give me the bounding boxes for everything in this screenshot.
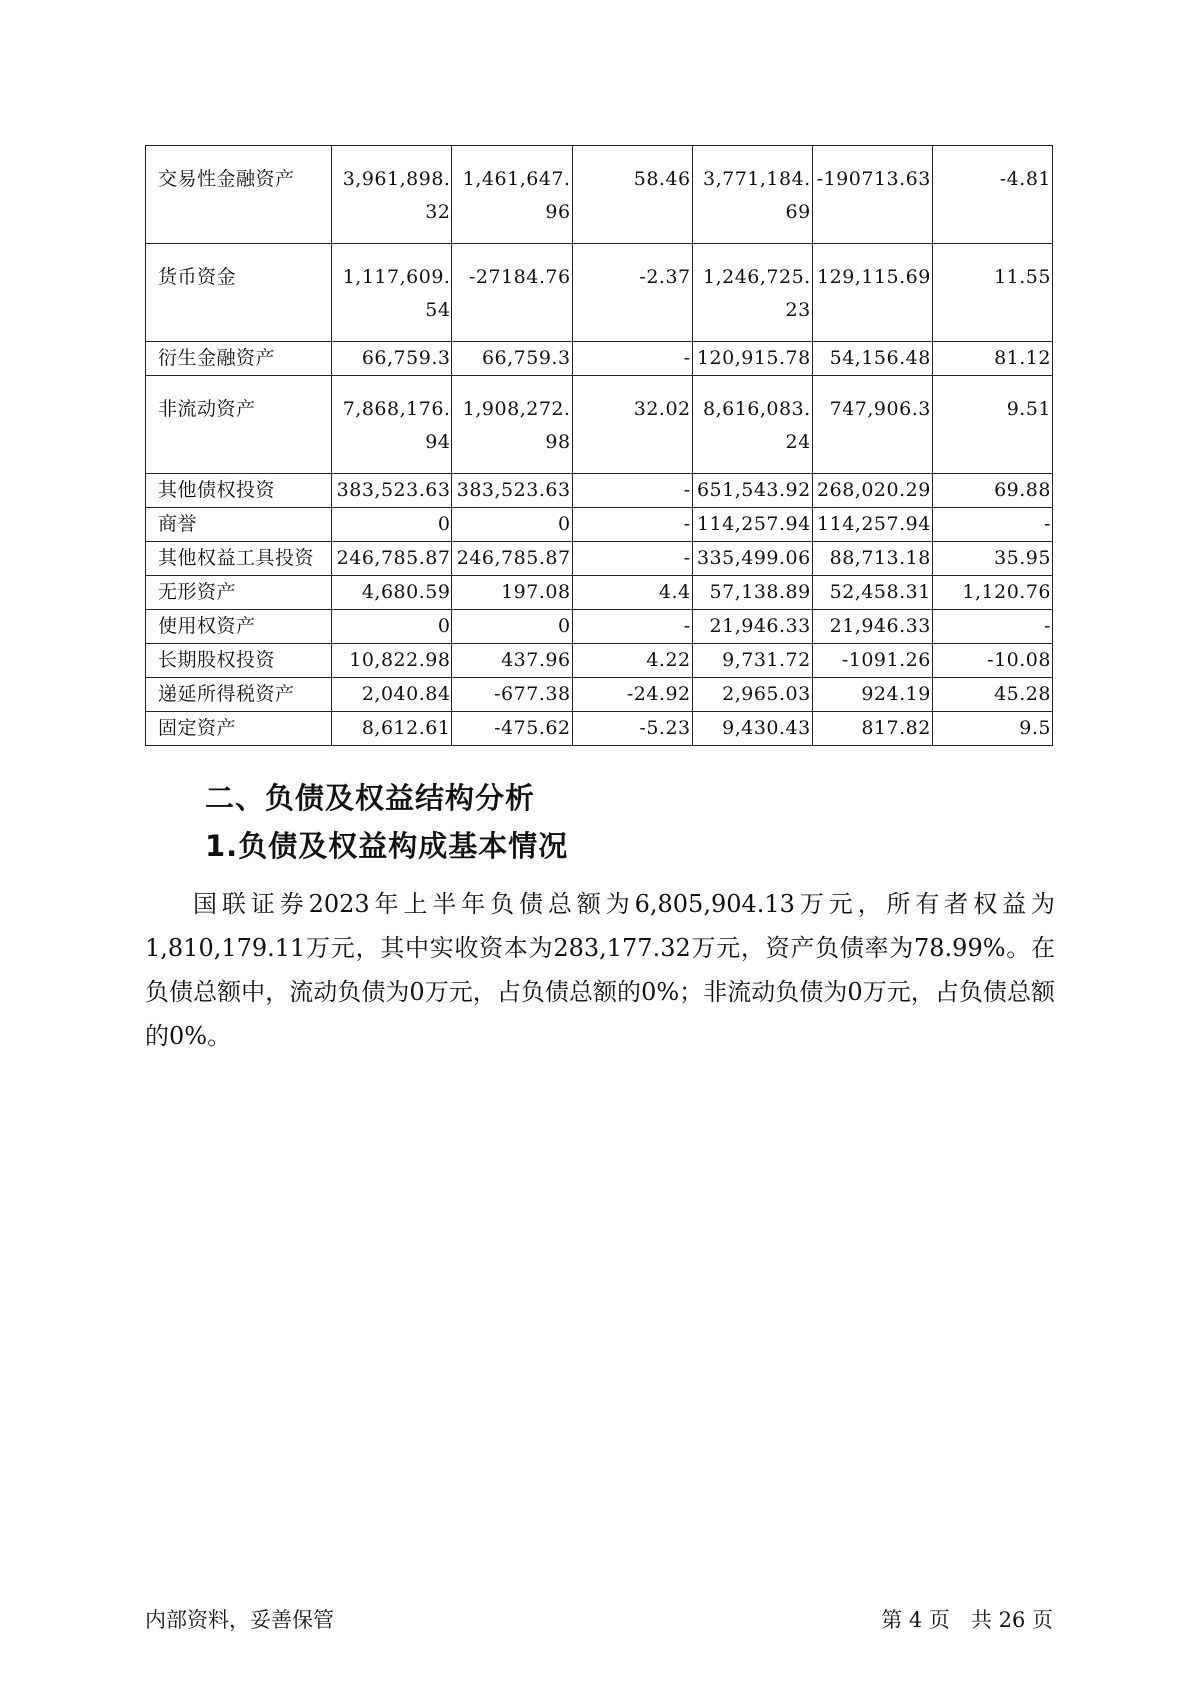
cell-value: 335,499.06 <box>696 547 811 569</box>
table-cell <box>812 474 932 508</box>
cell-value: 2,040.84 <box>361 683 451 705</box>
table-cell <box>452 474 572 508</box>
cell-value: 8,612.61 <box>361 717 451 739</box>
table-cell <box>452 508 572 542</box>
table-cell <box>332 508 452 542</box>
table-cell <box>692 644 812 678</box>
table-cell <box>332 342 452 376</box>
table-cell <box>932 474 1052 508</box>
table-cell <box>332 712 452 746</box>
footer-page-number: 第 4 页 共 26 页 <box>881 1608 1053 1632</box>
cell-value: -24.92 <box>626 683 691 705</box>
table-cell <box>572 508 692 542</box>
cell-value: 9.51 <box>1006 398 1051 420</box>
table-cell <box>452 244 572 342</box>
cell-value: 32.02 <box>633 398 691 420</box>
cell-value: 120,915.78 <box>696 347 811 369</box>
cell-value: -475.62 <box>494 717 571 739</box>
asset-structure-table <box>145 145 1053 746</box>
row-label <box>146 610 332 644</box>
table-cell <box>812 342 932 376</box>
table-row <box>146 146 1053 244</box>
cell-value: 747,906.3 <box>829 398 931 420</box>
table-cell <box>452 610 572 644</box>
cell-value: 69.88 <box>994 479 1051 501</box>
row-label <box>146 712 332 746</box>
table-cell <box>932 244 1052 342</box>
table-cell <box>932 508 1052 542</box>
cell-value: 21,946.33 <box>709 615 811 637</box>
row-label <box>146 376 332 474</box>
table-cell <box>692 542 812 576</box>
table-row <box>146 610 1053 644</box>
cell-value: 0 <box>437 615 451 637</box>
table-cell <box>572 610 692 644</box>
row-label-text: 其他权益工具投资 <box>158 547 315 569</box>
row-label-text: 商誉 <box>158 513 198 535</box>
cell-value: -190713.63 <box>816 168 931 190</box>
cell-value: 129,115.69 <box>817 266 931 288</box>
table-cell <box>332 678 452 712</box>
cell-value: 9,731.72 <box>722 649 811 671</box>
row-label <box>146 576 332 610</box>
table-cell <box>932 610 1052 644</box>
table-cell <box>452 576 572 610</box>
table-cell <box>692 342 812 376</box>
cell-value: 3,771,184.69 <box>702 168 811 223</box>
table-cell <box>932 644 1052 678</box>
row-label <box>146 542 332 576</box>
row-label-text: 衍生金融资产 <box>158 347 276 369</box>
cell-value: 52,458.31 <box>829 581 931 603</box>
table-cell <box>932 712 1052 746</box>
table-cell <box>932 542 1052 576</box>
table-cell <box>692 610 812 644</box>
table-cell <box>452 712 572 746</box>
cell-value: 4.22 <box>646 649 691 671</box>
cell-value: 268,020.29 <box>817 479 931 501</box>
row-label-text: 长期股权投资 <box>158 649 276 671</box>
row-label <box>146 644 332 678</box>
cell-value: 0 <box>437 513 451 535</box>
table-cell <box>932 576 1052 610</box>
table-cell <box>332 644 452 678</box>
cell-value: 2,965.03 <box>722 683 811 705</box>
table-cell <box>812 146 932 244</box>
table-cell <box>332 610 452 644</box>
table-cell <box>572 644 692 678</box>
cell-value: 21,946.33 <box>829 615 931 637</box>
table-row <box>146 712 1053 746</box>
table-cell <box>692 678 812 712</box>
cell-value: 3,961,898.32 <box>342 168 451 223</box>
table-row <box>146 244 1053 342</box>
table-cell <box>812 610 932 644</box>
cell-value: 0 <box>557 513 571 535</box>
row-label-text: 无形资产 <box>158 581 237 603</box>
cell-value: 8,616,083.24 <box>702 398 811 453</box>
cell-value: - <box>1044 513 1051 535</box>
summary-paragraph: 国联证券2023年上半年负债总额为6,805,904.13万元，所有者权益为1,810,179.11万元，其中实收资本为283,177.32万元，资产负债率为78.99%。在负债总额中，流动负债为0万元，占负债总额的0%；非流动负债为0万元，占负债总额的0%。 <box>145 890 1055 1050</box>
cell-value: - <box>683 615 691 637</box>
cell-value: 924.19 <box>861 683 931 705</box>
cell-value: 9.5 <box>1019 717 1051 739</box>
table-cell <box>572 678 692 712</box>
table-cell <box>932 376 1052 474</box>
cell-value: 114,257.94 <box>817 513 931 535</box>
table-cell <box>812 678 932 712</box>
cell-value: 58.46 <box>633 168 691 190</box>
table-cell <box>572 146 692 244</box>
cell-value: -1091.26 <box>841 649 931 671</box>
table-cell <box>812 508 932 542</box>
row-label <box>146 678 332 712</box>
table-cell <box>572 712 692 746</box>
table-cell <box>452 342 572 376</box>
row-label <box>146 508 332 542</box>
cell-value: 1,908,272.98 <box>462 398 571 453</box>
cell-value: 1,117,609.54 <box>342 266 451 321</box>
table-cell <box>812 576 932 610</box>
table-cell <box>452 146 572 244</box>
cell-value: 66,759.3 <box>361 347 451 369</box>
table-cell <box>932 146 1052 244</box>
table-cell <box>452 644 572 678</box>
row-label-text: 货币资金 <box>158 266 237 288</box>
row-label-text: 递延所得税资产 <box>158 683 295 705</box>
cell-value: 437.96 <box>501 649 571 671</box>
table-cell <box>692 508 812 542</box>
cell-value: 88,713.18 <box>829 547 931 569</box>
table-cell <box>692 474 812 508</box>
table-cell <box>332 542 452 576</box>
table-cell <box>452 376 572 474</box>
cell-value: -2.37 <box>639 266 691 288</box>
table-row <box>146 342 1053 376</box>
table-cell <box>812 542 932 576</box>
table-row <box>146 508 1053 542</box>
table-cell <box>692 712 812 746</box>
table-row <box>146 644 1053 678</box>
cell-value: 817.82 <box>861 717 931 739</box>
table-cell <box>812 712 932 746</box>
cell-value: 45.28 <box>994 683 1051 705</box>
table-cell <box>572 342 692 376</box>
cell-value: -10.08 <box>987 649 1051 671</box>
cell-value: -677.38 <box>494 683 571 705</box>
table-cell <box>812 644 932 678</box>
cell-value: 1,461,647.96 <box>462 168 571 223</box>
table-cell <box>692 576 812 610</box>
cell-value: 9,430.43 <box>722 717 811 739</box>
table-cell <box>692 244 812 342</box>
cell-value: 66,759.3 <box>481 347 571 369</box>
table-cell <box>572 542 692 576</box>
cell-value: 197.08 <box>501 581 571 603</box>
table-cell <box>692 146 812 244</box>
table-cell <box>452 678 572 712</box>
table-row <box>146 474 1053 508</box>
cell-value: 4.4 <box>658 581 691 603</box>
subsection-heading: 1.负债及权益构成基本情况 <box>205 829 569 863</box>
table-cell <box>812 244 932 342</box>
row-label-text: 使用权资产 <box>158 615 256 637</box>
table-cell <box>332 146 452 244</box>
table-cell <box>572 244 692 342</box>
row-label-text: 其他债权投资 <box>158 479 276 501</box>
cell-value: 383,523.63 <box>456 479 571 501</box>
table-cell <box>932 342 1052 376</box>
table-row <box>146 376 1053 474</box>
table-body <box>146 146 1053 746</box>
table-cell <box>332 576 452 610</box>
row-label-text: 非流动资产 <box>158 398 256 420</box>
cell-value: - <box>683 347 691 369</box>
cell-value: 4,680.59 <box>361 581 451 603</box>
cell-value: 11.55 <box>994 266 1051 288</box>
cell-value: 57,138.89 <box>709 581 811 603</box>
table-cell <box>572 576 692 610</box>
table-cell <box>572 376 692 474</box>
table-cell <box>572 474 692 508</box>
cell-value: - <box>683 479 691 501</box>
cell-value: 81.12 <box>994 347 1051 369</box>
cell-value: -27184.76 <box>468 266 571 288</box>
section-heading: 二、负债及权益结构分析 <box>205 781 536 815</box>
row-label-text: 交易性金融资产 <box>158 168 295 190</box>
table-cell <box>332 244 452 342</box>
cell-value: 246,785.87 <box>336 547 451 569</box>
row-label-text: 固定资产 <box>158 717 237 739</box>
cell-value: -5.23 <box>639 717 691 739</box>
cell-value: 7,868,176.94 <box>342 398 451 453</box>
cell-value: -4.81 <box>999 168 1051 190</box>
cell-value: - <box>683 513 691 535</box>
cell-value: 114,257.94 <box>696 513 811 535</box>
cell-value: 246,785.87 <box>456 547 571 569</box>
footer-confidential-note: 内部资料，妥善保管 <box>145 1608 334 1632</box>
cell-value: 1,246,725.23 <box>702 266 811 321</box>
cell-value: - <box>683 547 691 569</box>
table-cell <box>452 542 572 576</box>
table-cell <box>692 376 812 474</box>
cell-value: - <box>1044 615 1051 637</box>
cell-value: 1,120.76 <box>962 581 1051 603</box>
table-cell <box>332 474 452 508</box>
table-cell <box>332 376 452 474</box>
row-label <box>146 244 332 342</box>
table-cell <box>932 678 1052 712</box>
cell-value: 35.95 <box>994 547 1051 569</box>
table-row <box>146 678 1053 712</box>
cell-value: 0 <box>557 615 571 637</box>
cell-value: 651,543.92 <box>696 479 811 501</box>
cell-value: 10,822.98 <box>349 649 451 671</box>
cell-value: 54,156.48 <box>829 347 931 369</box>
row-label <box>146 474 332 508</box>
table-row <box>146 576 1053 610</box>
row-label <box>146 146 332 244</box>
row-label <box>146 342 332 376</box>
table-cell <box>812 376 932 474</box>
cell-value: 383,523.63 <box>336 479 451 501</box>
table-row <box>146 542 1053 576</box>
